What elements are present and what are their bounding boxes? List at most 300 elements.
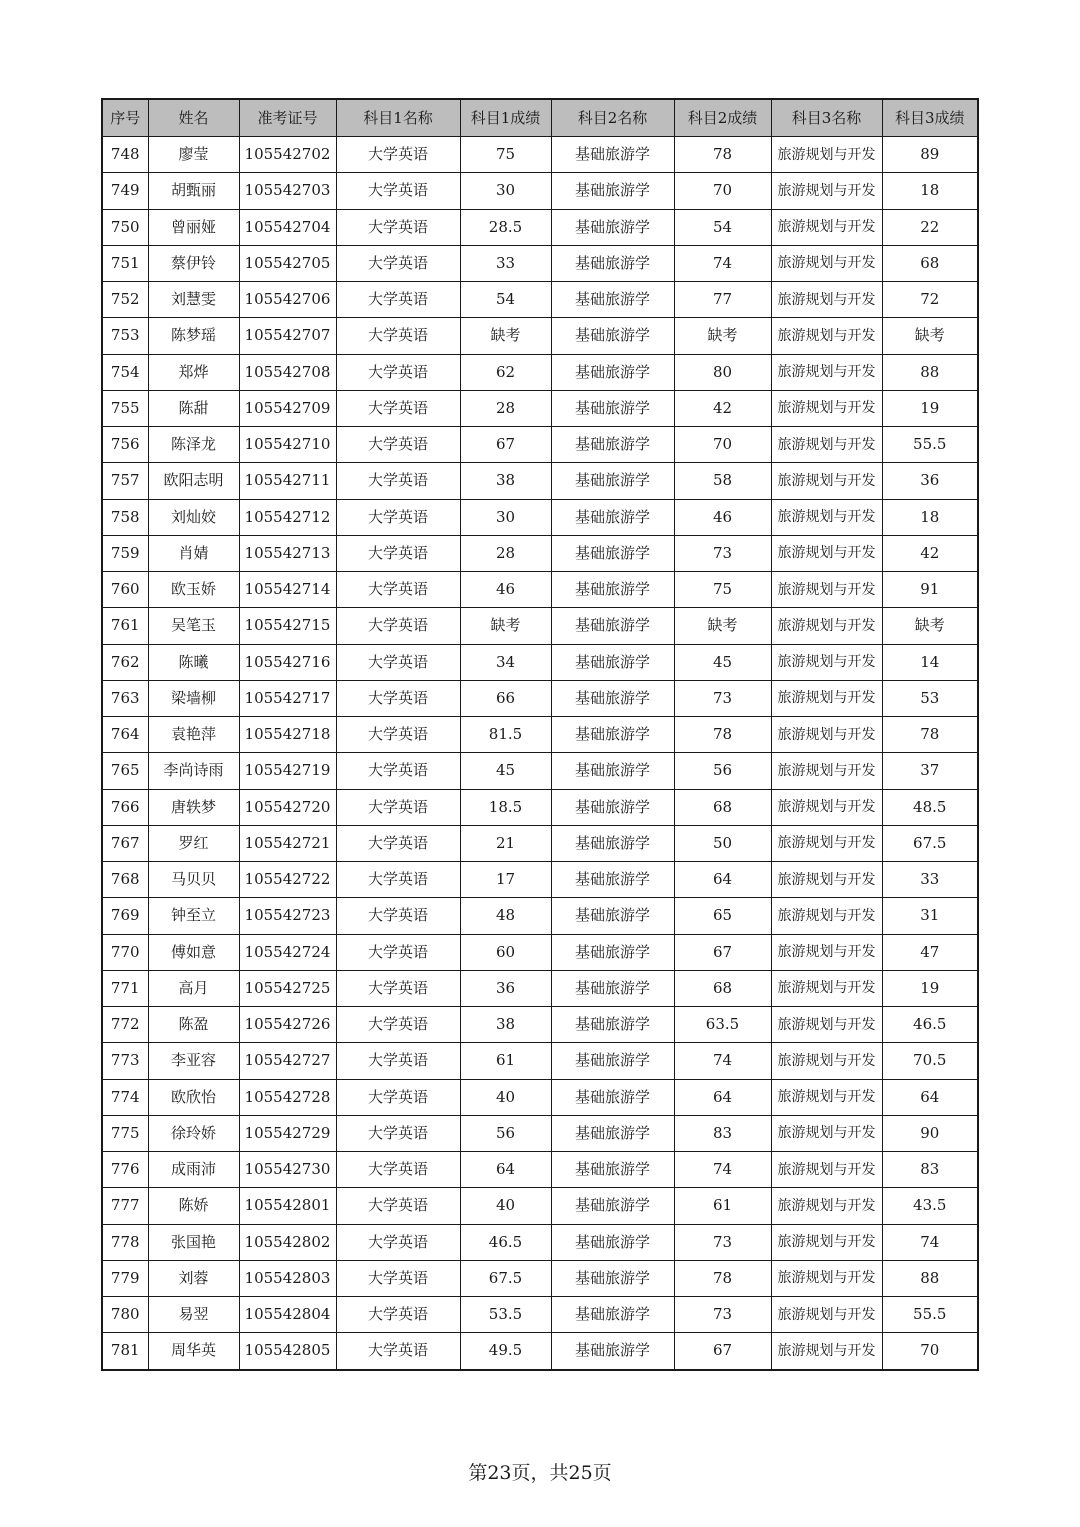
subject2-score-cell: 64 bbox=[674, 1079, 771, 1115]
exam-id-cell: 105542716 bbox=[239, 644, 336, 680]
table-row bbox=[102, 390, 978, 426]
subject2-score-cell: 74 bbox=[674, 245, 771, 281]
subject3-name-cell: 旅游规划与开发 bbox=[771, 427, 882, 463]
subject2-score-cell: 63.5 bbox=[674, 1007, 771, 1043]
name-cell: 肖婧 bbox=[148, 535, 239, 571]
subject1-name-cell: 大学英语 bbox=[336, 1333, 460, 1370]
table-body bbox=[102, 137, 978, 1370]
subject1-name-cell: 大学英语 bbox=[336, 282, 460, 318]
name-cell: 郑烨 bbox=[148, 354, 239, 390]
subject2-score-cell: 42 bbox=[674, 390, 771, 426]
subject2-name-cell: 基础旅游学 bbox=[551, 1224, 674, 1260]
table-row bbox=[102, 1152, 978, 1188]
index-cell: 779 bbox=[102, 1260, 148, 1296]
table-row bbox=[102, 1224, 978, 1260]
name-cell: 高月 bbox=[148, 970, 239, 1006]
header-cell-subject3-score: 科目3成绩 bbox=[882, 99, 978, 137]
subject1-score-cell: 21 bbox=[460, 825, 551, 861]
index-cell: 750 bbox=[102, 209, 148, 245]
subject1-score-cell: 18.5 bbox=[460, 789, 551, 825]
subject1-name-cell: 大学英语 bbox=[336, 572, 460, 608]
subject1-score-cell: 81.5 bbox=[460, 717, 551, 753]
exam-id-cell: 105542801 bbox=[239, 1188, 336, 1224]
subject2-score-cell: 83 bbox=[674, 1115, 771, 1151]
subject3-name-cell: 旅游规划与开发 bbox=[771, 354, 882, 390]
subject1-score-cell: 75 bbox=[460, 137, 551, 173]
subject1-score-cell: 40 bbox=[460, 1079, 551, 1115]
table-row bbox=[102, 970, 978, 1006]
subject3-score-cell: 53 bbox=[882, 680, 978, 716]
subject2-name-cell: 基础旅游学 bbox=[551, 970, 674, 1006]
subject3-score-cell: 89 bbox=[882, 137, 978, 173]
table-row bbox=[102, 318, 978, 354]
exam-id-cell: 105542707 bbox=[239, 318, 336, 354]
table-row bbox=[102, 245, 978, 281]
name-cell: 李尚诗雨 bbox=[148, 753, 239, 789]
subject1-score-cell: 缺考 bbox=[460, 318, 551, 354]
exam-id-cell: 105542727 bbox=[239, 1043, 336, 1079]
subject1-score-cell: 60 bbox=[460, 934, 551, 970]
subject1-name-cell: 大学英语 bbox=[336, 1297, 460, 1333]
subject3-name-cell: 旅游规划与开发 bbox=[771, 1115, 882, 1151]
index-cell: 751 bbox=[102, 245, 148, 281]
name-cell: 欧欣怡 bbox=[148, 1079, 239, 1115]
subject1-score-cell: 38 bbox=[460, 463, 551, 499]
subject1-name-cell: 大学英语 bbox=[336, 898, 460, 934]
table-row bbox=[102, 934, 978, 970]
table-row bbox=[102, 535, 978, 571]
subject1-score-cell: 缺考 bbox=[460, 608, 551, 644]
table-row bbox=[102, 1079, 978, 1115]
subject1-name-cell: 大学英语 bbox=[336, 463, 460, 499]
table-row bbox=[102, 427, 978, 463]
subject2-score-cell: 缺考 bbox=[674, 608, 771, 644]
subject1-name-cell: 大学英语 bbox=[336, 354, 460, 390]
subject2-name-cell: 基础旅游学 bbox=[551, 1297, 674, 1333]
table-row bbox=[102, 463, 978, 499]
subject1-name-cell: 大学英语 bbox=[336, 245, 460, 281]
name-cell: 张国艳 bbox=[148, 1224, 239, 1260]
subject2-name-cell: 基础旅游学 bbox=[551, 680, 674, 716]
subject3-name-cell: 旅游规划与开发 bbox=[771, 1043, 882, 1079]
exam-id-cell: 105542717 bbox=[239, 680, 336, 716]
index-cell: 770 bbox=[102, 934, 148, 970]
table-row bbox=[102, 825, 978, 861]
subject3-name-cell: 旅游规划与开发 bbox=[771, 1333, 882, 1370]
subject2-name-cell: 基础旅游学 bbox=[551, 1188, 674, 1224]
subject1-name-cell: 大学英语 bbox=[336, 934, 460, 970]
index-cell: 767 bbox=[102, 825, 148, 861]
table-row bbox=[102, 680, 978, 716]
subject1-score-cell: 28 bbox=[460, 535, 551, 571]
subject1-score-cell: 17 bbox=[460, 862, 551, 898]
subject3-score-cell: 55.5 bbox=[882, 1297, 978, 1333]
subject1-score-cell: 64 bbox=[460, 1152, 551, 1188]
exam-id-cell: 105542726 bbox=[239, 1007, 336, 1043]
table-row bbox=[102, 789, 978, 825]
index-cell: 768 bbox=[102, 862, 148, 898]
exam-id-cell: 105542723 bbox=[239, 898, 336, 934]
name-cell: 成雨沛 bbox=[148, 1152, 239, 1188]
index-cell: 755 bbox=[102, 390, 148, 426]
index-cell: 752 bbox=[102, 282, 148, 318]
subject3-score-cell: 88 bbox=[882, 354, 978, 390]
subject1-score-cell: 34 bbox=[460, 644, 551, 680]
table-row bbox=[102, 1297, 978, 1333]
index-cell: 757 bbox=[102, 463, 148, 499]
subject1-score-cell: 46 bbox=[460, 572, 551, 608]
subject3-name-cell: 旅游规划与开发 bbox=[771, 499, 882, 535]
subject2-name-cell: 基础旅游学 bbox=[551, 427, 674, 463]
name-cell: 吴笔玉 bbox=[148, 608, 239, 644]
subject1-score-cell: 62 bbox=[460, 354, 551, 390]
index-cell: 776 bbox=[102, 1152, 148, 1188]
subject2-name-cell: 基础旅游学 bbox=[551, 898, 674, 934]
name-cell: 陈泽龙 bbox=[148, 427, 239, 463]
subject3-name-cell: 旅游规划与开发 bbox=[771, 535, 882, 571]
subject2-name-cell: 基础旅游学 bbox=[551, 608, 674, 644]
name-cell: 周华英 bbox=[148, 1333, 239, 1370]
subject1-name-cell: 大学英语 bbox=[336, 1260, 460, 1296]
subject1-score-cell: 67 bbox=[460, 427, 551, 463]
subject2-name-cell: 基础旅游学 bbox=[551, 717, 674, 753]
subject3-score-cell: 14 bbox=[882, 644, 978, 680]
subject1-name-cell: 大学英语 bbox=[336, 499, 460, 535]
subject2-score-cell: 50 bbox=[674, 825, 771, 861]
subject1-name-cell: 大学英语 bbox=[336, 862, 460, 898]
table-row bbox=[102, 1188, 978, 1224]
subject1-score-cell: 66 bbox=[460, 680, 551, 716]
subject1-score-cell: 56 bbox=[460, 1115, 551, 1151]
exam-id-cell: 105542725 bbox=[239, 970, 336, 1006]
index-cell: 748 bbox=[102, 137, 148, 173]
subject3-score-cell: 36 bbox=[882, 463, 978, 499]
subject1-name-cell: 大学英语 bbox=[336, 825, 460, 861]
subject3-name-cell: 旅游规划与开发 bbox=[771, 1007, 882, 1043]
subject1-name-cell: 大学英语 bbox=[336, 644, 460, 680]
subject1-name-cell: 大学英语 bbox=[336, 209, 460, 245]
header-row bbox=[102, 99, 978, 137]
table-row bbox=[102, 1007, 978, 1043]
subject3-name-cell: 旅游规划与开发 bbox=[771, 934, 882, 970]
subject1-score-cell: 33 bbox=[460, 245, 551, 281]
subject1-score-cell: 38 bbox=[460, 1007, 551, 1043]
subject3-score-cell: 70 bbox=[882, 1333, 978, 1370]
name-cell: 陈甜 bbox=[148, 390, 239, 426]
name-cell: 陈梦瑶 bbox=[148, 318, 239, 354]
subject3-score-cell: 缺考 bbox=[882, 318, 978, 354]
table-row bbox=[102, 608, 978, 644]
name-cell: 唐轶梦 bbox=[148, 789, 239, 825]
subject2-score-cell: 77 bbox=[674, 282, 771, 318]
subject3-name-cell: 旅游规划与开发 bbox=[771, 463, 882, 499]
subject3-score-cell: 91 bbox=[882, 572, 978, 608]
header-cell-index: 序号 bbox=[102, 99, 148, 137]
subject3-score-cell: 90 bbox=[882, 1115, 978, 1151]
subject1-name-cell: 大学英语 bbox=[336, 1115, 460, 1151]
subject3-name-cell: 旅游规划与开发 bbox=[771, 1224, 882, 1260]
subject2-score-cell: 80 bbox=[674, 354, 771, 390]
name-cell: 李亚容 bbox=[148, 1043, 239, 1079]
subject2-name-cell: 基础旅游学 bbox=[551, 137, 674, 173]
exam-id-cell: 105542803 bbox=[239, 1260, 336, 1296]
name-cell: 胡甄丽 bbox=[148, 173, 239, 209]
index-cell: 756 bbox=[102, 427, 148, 463]
exam-id-cell: 105542705 bbox=[239, 245, 336, 281]
subject2-name-cell: 基础旅游学 bbox=[551, 862, 674, 898]
subject3-score-cell: 33 bbox=[882, 862, 978, 898]
subject2-name-cell: 基础旅游学 bbox=[551, 1007, 674, 1043]
index-cell: 773 bbox=[102, 1043, 148, 1079]
exam-id-cell: 105542706 bbox=[239, 282, 336, 318]
subject2-score-cell: 78 bbox=[674, 1260, 771, 1296]
exam-id-cell: 105542714 bbox=[239, 572, 336, 608]
subject3-name-cell: 旅游规划与开发 bbox=[771, 680, 882, 716]
subject2-name-cell: 基础旅游学 bbox=[551, 173, 674, 209]
subject3-name-cell: 旅游规划与开发 bbox=[771, 753, 882, 789]
subject3-name-cell: 旅游规划与开发 bbox=[771, 390, 882, 426]
index-cell: 763 bbox=[102, 680, 148, 716]
subject1-name-cell: 大学英语 bbox=[336, 1043, 460, 1079]
score-table bbox=[101, 98, 979, 1371]
table-row bbox=[102, 898, 978, 934]
table-row bbox=[102, 282, 978, 318]
index-cell: 774 bbox=[102, 1079, 148, 1115]
table-row bbox=[102, 1043, 978, 1079]
subject3-score-cell: 88 bbox=[882, 1260, 978, 1296]
subject1-score-cell: 53.5 bbox=[460, 1297, 551, 1333]
subject2-score-cell: 67 bbox=[674, 934, 771, 970]
subject2-score-cell: 61 bbox=[674, 1188, 771, 1224]
table-row bbox=[102, 354, 978, 390]
index-cell: 780 bbox=[102, 1297, 148, 1333]
subject3-score-cell: 19 bbox=[882, 970, 978, 1006]
index-cell: 754 bbox=[102, 354, 148, 390]
subject2-score-cell: 54 bbox=[674, 209, 771, 245]
subject1-name-cell: 大学英语 bbox=[336, 970, 460, 1006]
index-cell: 759 bbox=[102, 535, 148, 571]
subject2-name-cell: 基础旅游学 bbox=[551, 572, 674, 608]
subject2-score-cell: 68 bbox=[674, 970, 771, 1006]
subject2-score-cell: 73 bbox=[674, 680, 771, 716]
header-cell-name: 姓名 bbox=[148, 99, 239, 137]
index-cell: 777 bbox=[102, 1188, 148, 1224]
subject3-name-cell: 旅游规划与开发 bbox=[771, 825, 882, 861]
exam-id-cell: 105542712 bbox=[239, 499, 336, 535]
subject1-name-cell: 大学英语 bbox=[336, 173, 460, 209]
subject1-name-cell: 大学英语 bbox=[336, 753, 460, 789]
subject2-score-cell: 73 bbox=[674, 535, 771, 571]
subject1-score-cell: 46.5 bbox=[460, 1224, 551, 1260]
subject3-name-cell: 旅游规划与开发 bbox=[771, 1297, 882, 1333]
exam-id-cell: 105542713 bbox=[239, 535, 336, 571]
subject2-score-cell: 67 bbox=[674, 1333, 771, 1370]
subject2-score-cell: 58 bbox=[674, 463, 771, 499]
subject2-score-cell: 45 bbox=[674, 644, 771, 680]
exam-id-cell: 105542703 bbox=[239, 173, 336, 209]
subject1-name-cell: 大学英语 bbox=[336, 318, 460, 354]
subject1-score-cell: 30 bbox=[460, 499, 551, 535]
header-cell-subject3-name: 科目3名称 bbox=[771, 99, 882, 137]
subject2-name-cell: 基础旅游学 bbox=[551, 1260, 674, 1296]
subject3-name-cell: 旅游规划与开发 bbox=[771, 1260, 882, 1296]
subject3-score-cell: 31 bbox=[882, 898, 978, 934]
subject3-score-cell: 74 bbox=[882, 1224, 978, 1260]
exam-id-cell: 105542720 bbox=[239, 789, 336, 825]
subject1-score-cell: 30 bbox=[460, 173, 551, 209]
name-cell: 刘灿姣 bbox=[148, 499, 239, 535]
table-row bbox=[102, 1115, 978, 1151]
subject1-name-cell: 大学英语 bbox=[336, 608, 460, 644]
subject2-score-cell: 56 bbox=[674, 753, 771, 789]
subject3-name-cell: 旅游规划与开发 bbox=[771, 789, 882, 825]
subject2-name-cell: 基础旅游学 bbox=[551, 463, 674, 499]
subject2-score-cell: 46 bbox=[674, 499, 771, 535]
header-cell-exam-id: 准考证号 bbox=[239, 99, 336, 137]
subject2-name-cell: 基础旅游学 bbox=[551, 789, 674, 825]
index-cell: 758 bbox=[102, 499, 148, 535]
subject3-name-cell: 旅游规划与开发 bbox=[771, 572, 882, 608]
exam-id-cell: 105542718 bbox=[239, 717, 336, 753]
subject3-name-cell: 旅游规划与开发 bbox=[771, 173, 882, 209]
subject2-score-cell: 74 bbox=[674, 1152, 771, 1188]
subject3-score-cell: 46.5 bbox=[882, 1007, 978, 1043]
subject2-name-cell: 基础旅游学 bbox=[551, 209, 674, 245]
index-cell: 769 bbox=[102, 898, 148, 934]
exam-id-cell: 105542702 bbox=[239, 137, 336, 173]
index-cell: 762 bbox=[102, 644, 148, 680]
index-cell: 766 bbox=[102, 789, 148, 825]
subject3-score-cell: 67.5 bbox=[882, 825, 978, 861]
subject3-name-cell: 旅游规划与开发 bbox=[771, 1152, 882, 1188]
subject1-name-cell: 大学英语 bbox=[336, 1007, 460, 1043]
table-row bbox=[102, 173, 978, 209]
subject1-name-cell: 大学英语 bbox=[336, 1079, 460, 1115]
name-cell: 袁艳萍 bbox=[148, 717, 239, 753]
subject1-name-cell: 大学英语 bbox=[336, 137, 460, 173]
subject2-score-cell: 64 bbox=[674, 862, 771, 898]
header-cell-subject2-name: 科目2名称 bbox=[551, 99, 674, 137]
subject2-score-cell: 65 bbox=[674, 898, 771, 934]
subject1-name-cell: 大学英语 bbox=[336, 535, 460, 571]
subject3-name-cell: 旅游规划与开发 bbox=[771, 717, 882, 753]
header-cell-subject1-name: 科目1名称 bbox=[336, 99, 460, 137]
index-cell: 761 bbox=[102, 608, 148, 644]
exam-id-cell: 105542711 bbox=[239, 463, 336, 499]
subject2-name-cell: 基础旅游学 bbox=[551, 499, 674, 535]
subject1-name-cell: 大学英语 bbox=[336, 789, 460, 825]
subject2-name-cell: 基础旅游学 bbox=[551, 245, 674, 281]
subject2-name-cell: 基础旅游学 bbox=[551, 644, 674, 680]
exam-id-cell: 105542704 bbox=[239, 209, 336, 245]
subject1-score-cell: 49.5 bbox=[460, 1333, 551, 1370]
subject1-score-cell: 61 bbox=[460, 1043, 551, 1079]
subject1-name-cell: 大学英语 bbox=[336, 1152, 460, 1188]
exam-id-cell: 105542710 bbox=[239, 427, 336, 463]
index-cell: 778 bbox=[102, 1224, 148, 1260]
index-cell: 772 bbox=[102, 1007, 148, 1043]
index-cell: 749 bbox=[102, 173, 148, 209]
table-row bbox=[102, 572, 978, 608]
subject3-name-cell: 旅游规划与开发 bbox=[771, 1188, 882, 1224]
name-cell: 陈盈 bbox=[148, 1007, 239, 1043]
name-cell: 陈曦 bbox=[148, 644, 239, 680]
subject3-name-cell: 旅游规划与开发 bbox=[771, 282, 882, 318]
exam-id-cell: 105542728 bbox=[239, 1079, 336, 1115]
subject2-name-cell: 基础旅游学 bbox=[551, 535, 674, 571]
subject3-score-cell: 37 bbox=[882, 753, 978, 789]
subject3-name-cell: 旅游规划与开发 bbox=[771, 137, 882, 173]
table-header bbox=[102, 99, 978, 137]
subject2-score-cell: 缺考 bbox=[674, 318, 771, 354]
exam-id-cell: 105542715 bbox=[239, 608, 336, 644]
subject3-score-cell: 18 bbox=[882, 499, 978, 535]
subject3-score-cell: 55.5 bbox=[882, 427, 978, 463]
name-cell: 罗红 bbox=[148, 825, 239, 861]
index-cell: 771 bbox=[102, 970, 148, 1006]
exam-id-cell: 105542708 bbox=[239, 354, 336, 390]
subject3-score-cell: 48.5 bbox=[882, 789, 978, 825]
subject3-score-cell: 18 bbox=[882, 173, 978, 209]
subject2-score-cell: 78 bbox=[674, 717, 771, 753]
subject3-name-cell: 旅游规划与开发 bbox=[771, 318, 882, 354]
subject2-score-cell: 68 bbox=[674, 789, 771, 825]
subject2-score-cell: 74 bbox=[674, 1043, 771, 1079]
table-row bbox=[102, 137, 978, 173]
header-cell-subject1-score: 科目1成绩 bbox=[460, 99, 551, 137]
subject1-score-cell: 36 bbox=[460, 970, 551, 1006]
exam-id-cell: 105542802 bbox=[239, 1224, 336, 1260]
exam-id-cell: 105542805 bbox=[239, 1333, 336, 1370]
exam-id-cell: 105542729 bbox=[239, 1115, 336, 1151]
index-cell: 775 bbox=[102, 1115, 148, 1151]
subject3-name-cell: 旅游规划与开发 bbox=[771, 898, 882, 934]
name-cell: 马贝贝 bbox=[148, 862, 239, 898]
table-row bbox=[102, 753, 978, 789]
exam-id-cell: 105542804 bbox=[239, 1297, 336, 1333]
subject3-name-cell: 旅游规划与开发 bbox=[771, 1079, 882, 1115]
subject2-name-cell: 基础旅游学 bbox=[551, 1043, 674, 1079]
subject2-score-cell: 70 bbox=[674, 173, 771, 209]
subject3-score-cell: 19 bbox=[882, 390, 978, 426]
subject3-score-cell: 缺考 bbox=[882, 608, 978, 644]
index-cell: 781 bbox=[102, 1333, 148, 1370]
subject2-score-cell: 73 bbox=[674, 1297, 771, 1333]
name-cell: 刘慧雯 bbox=[148, 282, 239, 318]
subject2-score-cell: 70 bbox=[674, 427, 771, 463]
subject2-name-cell: 基础旅游学 bbox=[551, 1079, 674, 1115]
subject2-name-cell: 基础旅游学 bbox=[551, 1333, 674, 1370]
table-row bbox=[102, 209, 978, 245]
exam-id-cell: 105542722 bbox=[239, 862, 336, 898]
subject1-name-cell: 大学英语 bbox=[336, 1188, 460, 1224]
subject1-score-cell: 28 bbox=[460, 390, 551, 426]
subject2-score-cell: 75 bbox=[674, 572, 771, 608]
table-row bbox=[102, 499, 978, 535]
subject2-name-cell: 基础旅游学 bbox=[551, 753, 674, 789]
index-cell: 760 bbox=[102, 572, 148, 608]
index-cell: 764 bbox=[102, 717, 148, 753]
subject2-name-cell: 基础旅游学 bbox=[551, 825, 674, 861]
subject3-score-cell: 72 bbox=[882, 282, 978, 318]
subject1-score-cell: 40 bbox=[460, 1188, 551, 1224]
subject2-name-cell: 基础旅游学 bbox=[551, 1152, 674, 1188]
exam-id-cell: 105542724 bbox=[239, 934, 336, 970]
table-row bbox=[102, 1333, 978, 1370]
name-cell: 欧玉娇 bbox=[148, 572, 239, 608]
subject1-name-cell: 大学英语 bbox=[336, 680, 460, 716]
subject2-name-cell: 基础旅游学 bbox=[551, 390, 674, 426]
